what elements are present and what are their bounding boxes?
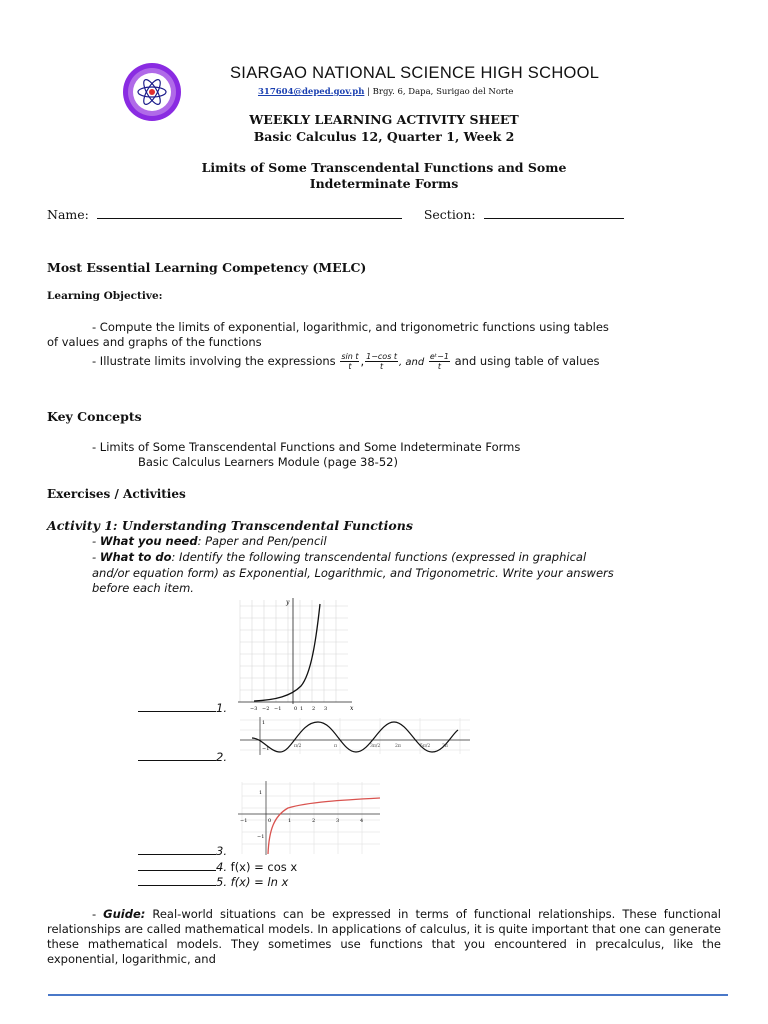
guide-text: Real-world situations can be expressed in terms of functional relationships. These functional relationships are called mathematical models. In applications of calculus, it is quite important that one can generate these mathematical models. They sometimes use functions that you encountered in precalculus, like the exponential, logarithmic, and <box>47 907 722 966</box>
answer-blank-1[interactable] <box>138 711 216 712</box>
graph-logarithmic <box>232 780 382 856</box>
item-3: 3. <box>138 844 227 858</box>
tick: −1 <box>274 706 282 712</box>
tick: −1 <box>262 746 270 752</box>
what-you-need: - What you need: Paper and Pen/pencil <box>92 534 327 548</box>
fraction-sin: $\frac{\text{sin t}}{t}$ <box>341 352 359 371</box>
tick: 4 <box>360 818 364 824</box>
graph-exponential <box>236 596 356 712</box>
tick: 1 <box>300 706 304 712</box>
answer-blank-3[interactable] <box>138 854 216 855</box>
item-1: 1. <box>138 701 227 715</box>
topic-line-2: Indeterminate Forms <box>309 176 459 191</box>
tick: 2 <box>312 818 316 824</box>
key-concepts-line-2: Basic Calculus Learners Module (page 38-52) <box>138 455 398 469</box>
item-2: 2. <box>138 750 227 764</box>
graph1-x-ticks <box>250 706 327 712</box>
tick: π/2 <box>294 744 302 749</box>
tick: −2 <box>262 706 270 712</box>
tick: 1 <box>262 720 266 726</box>
tick: π <box>334 744 337 749</box>
x-axis-label: x <box>350 705 354 712</box>
tick: 3π <box>442 744 448 749</box>
tick: 2π <box>395 744 401 749</box>
email-link[interactable]: 317604@deped.gov.ph <box>258 87 365 97</box>
y-axis-label: y <box>286 599 290 606</box>
what-to-do-line-2: and/or equation form) as Exponential, Logarithmic, and Trigonometric. Write your answers <box>92 566 614 580</box>
tick: 3 <box>324 706 328 712</box>
answer-blank-2[interactable] <box>138 760 216 761</box>
tick: 3π/2 <box>370 744 381 749</box>
section-blank[interactable] <box>484 218 624 219</box>
tick: 2 <box>312 706 316 712</box>
name-label: Name: <box>47 207 89 222</box>
graph2-x-ticks <box>294 743 448 749</box>
activity-title: Activity 1: Understanding Transcendental Functions <box>47 518 413 533</box>
objective-1-line-2: of values and graphs of the functions <box>47 335 262 349</box>
tick: 3 <box>336 818 340 824</box>
item-5: 5. f(x) = ln x <box>138 875 288 889</box>
topic-line-1: Limits of Some Transcendental Functions and Some <box>201 160 567 175</box>
log-curve <box>268 798 380 854</box>
item-4-expression: f(x) = cos x <box>230 860 298 874</box>
guide-label: Guide: <box>103 907 146 921</box>
answer-blank-4[interactable] <box>138 870 216 871</box>
objective-heading: Learning Objective: <box>47 290 163 302</box>
item-4: 4. f(x) = cos x <box>138 860 297 874</box>
school-name: SIARGAO NATIONAL SCIENCE HIGH SCHOOL <box>230 64 600 82</box>
guide-paragraph: - Guide: Real-world situations can be expressed in terms of functional relationships. These functional relationships are called mathematical models. In applications of calculus, it is quite important that one can generate these mathematical models. They sometimes use functions that you encountered in precalculus, like the exponential, logarithmic, and <box>47 907 722 966</box>
tick: 0 <box>268 818 272 824</box>
address: | Brgy. 6, Dapa, Surigao del Norte <box>367 87 514 97</box>
key-concepts-line-1: - Limits of Some Transcendental Functions and Some Indeterminate Forms <box>92 440 521 454</box>
graph-trigonometric <box>230 716 472 756</box>
melc-heading: Most Essential Learning Competency (MELC) <box>47 260 367 275</box>
objective-2-prefix: - Illustrate limits involving the expressions <box>92 354 336 368</box>
name-blank[interactable] <box>97 218 402 219</box>
graph3-x-ticks <box>240 818 363 824</box>
exercises-heading: Exercises / Activities <box>47 487 186 501</box>
objective-1-line-1: - Compute the limits of exponential, logarithmic, and trigonometric functions using tables <box>92 320 609 334</box>
tick: 1 <box>288 818 292 824</box>
tick: 5π/2 <box>420 744 431 749</box>
objective-2-suffix: and using table of values <box>454 354 600 368</box>
key-concepts-heading: Key Concepts <box>47 409 142 424</box>
section-label: Section: <box>423 207 476 222</box>
footer-divider <box>48 994 728 996</box>
fraction-cos: $\frac{\text{1−cos t}}{t}$ <box>366 352 398 371</box>
fraction-exp: $\frac{\text{eᵗ−1}}{t}$ <box>429 352 449 371</box>
what-to-do-line-1: - What to do: Identify the following transcendental functions (expressed in graphical <box>92 550 587 564</box>
name-section-row <box>47 207 624 222</box>
answer-blank-5[interactable] <box>138 885 216 886</box>
tick: 1 <box>259 790 263 796</box>
tick: 0 <box>294 706 298 712</box>
tick: −3 <box>250 706 258 712</box>
objective-2: - Illustrate limits involving the expressions $\frac{\text{sin t}}{t}$ , $\frac{\text{1−cos t}}{t}$ , and $\frac{\text{eᵗ−1}}{t}$ and using table of values <box>92 352 600 371</box>
course-title: Basic Calculus 12, Quarter 1, Week 2 <box>253 129 515 144</box>
sheet-title: WEEKLY LEARNING ACTIVITY SHEET <box>249 112 519 127</box>
item-5-expression: f(x) = ln x <box>230 875 289 889</box>
contact-line <box>258 87 513 97</box>
tick: −1 <box>240 818 248 824</box>
what-to-do-line-3: before each item. <box>92 581 194 595</box>
tick: −1 <box>257 834 265 840</box>
